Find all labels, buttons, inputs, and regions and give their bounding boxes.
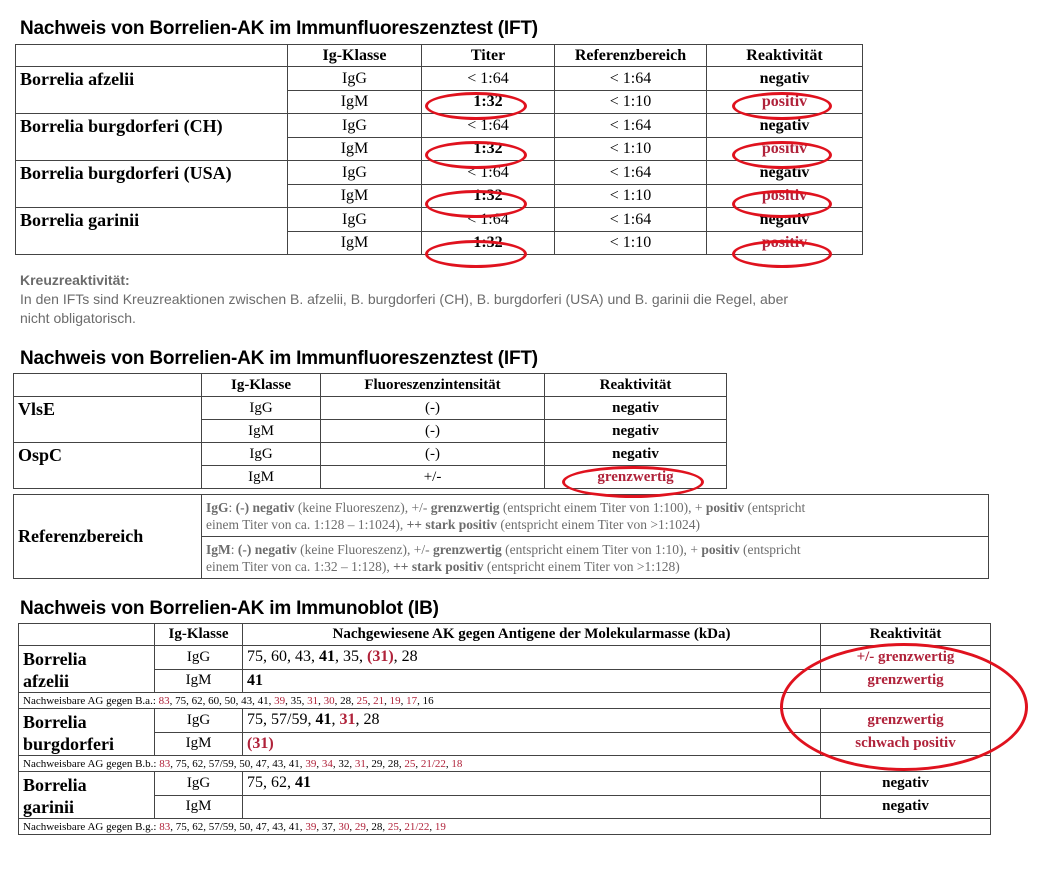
band-value: 75, 57/59, — [247, 711, 316, 729]
ref-label: Referenzbereich — [14, 495, 202, 579]
band-value: 19 — [434, 820, 446, 833]
band-value: , — [398, 820, 405, 833]
ag-label: Nachweisbare AG gegen B.b.: — [23, 757, 160, 770]
bands-cell — [243, 709, 821, 733]
ref-igm-text: IgM: (-) negativ (keine Fluoreszenz), +/- grenzwertig (entspricht einem Titer von 1:10), + positiv (entspricht einem Titer von ca. 1:32 – 1:128), ++ stark positiv (entspricht einem Titer von >1:128) — [202, 537, 989, 579]
reakt-cell: negativ — [707, 67, 863, 91]
band-value: 25 — [387, 820, 399, 833]
ift1-title: Nachweis von Borrelien-AK im Immunfluoreszenztest (IFT) — [20, 18, 538, 39]
ref-cell: < 1:10 — [555, 138, 707, 161]
reference-table — [13, 494, 989, 579]
ref-cell: < 1:64 — [555, 208, 707, 232]
ig-klasse-cell: IgM — [288, 232, 422, 255]
ig-klasse-cell: IgG — [288, 67, 422, 91]
band-value: , 28 — [355, 711, 380, 729]
ag-label: Nachweisbare AG gegen B.a.: — [23, 694, 159, 707]
ref-cell: < 1:64 — [555, 161, 707, 185]
band-value: , 28, — [365, 820, 388, 833]
ig-klasse-cell: IgG — [288, 161, 422, 185]
titer-cell: < 1:64 — [422, 67, 555, 91]
band-value: , — [318, 694, 324, 707]
header-reaktivitaet: Reaktivität — [821, 624, 991, 646]
band-value: 41 — [315, 711, 332, 729]
intensity-cell: +/- — [321, 466, 545, 489]
band-value: , 37, — [316, 820, 339, 833]
ag-note — [19, 756, 991, 772]
band-value: , 75, 62, 57/59, 50, 47, 43, 41, — [170, 757, 306, 770]
band-value: 25 — [356, 694, 368, 707]
ref-cell: < 1:10 — [555, 91, 707, 114]
header-ig-klasse: Ig-Klasse — [288, 45, 422, 67]
header-fluoreszenzintensitaet: Fluoreszenzintensität — [321, 374, 545, 397]
reakt-cell: positiv — [707, 91, 863, 114]
band-value: , 29, 28, — [365, 757, 405, 770]
band-value: , 28, — [334, 694, 357, 707]
header-reaktivitaet: Reaktivität — [707, 45, 863, 67]
band-value: , — [316, 757, 322, 770]
ig-klasse-cell: IgG — [202, 443, 321, 466]
band-value: (31) — [367, 648, 394, 666]
ig-klasse-cell: IgG — [155, 646, 243, 670]
titer-cell: < 1:64 — [422, 161, 555, 185]
intensity-cell: (-) — [321, 397, 545, 420]
ig-klasse-cell: IgM — [155, 732, 243, 756]
reakt-cell: negativ — [821, 795, 991, 819]
bands-cell — [243, 646, 821, 670]
ib-title: Nachweis von Borrelien-AK im Immunoblot (IB) — [20, 598, 439, 619]
band-value: 41 — [247, 671, 263, 689]
header-ig-klasse: Ig-Klasse — [202, 374, 321, 397]
header-referenzbereich: Referenzbereich — [555, 45, 707, 67]
ig-klasse-cell: IgM — [155, 795, 243, 819]
band-value: 83 — [159, 820, 171, 833]
ig-klasse-cell: IgG — [288, 208, 422, 232]
band-value: 31 — [354, 757, 366, 770]
band-value: 30 — [323, 694, 335, 707]
intensity-cell: (-) — [321, 443, 545, 466]
group-label: Borrelia burgdorferi — [19, 709, 155, 756]
header-ig-klasse: Ig-Klasse — [155, 624, 243, 646]
ig-klasse-cell: IgG — [155, 709, 243, 733]
band-value: 21/22 — [420, 757, 446, 770]
band-value: 25 — [404, 757, 416, 770]
band-value: 30 — [338, 820, 350, 833]
band-value: , — [445, 757, 452, 770]
band-value: , — [429, 820, 435, 833]
band-value: , 28 — [393, 648, 418, 666]
titer-cell: < 1:64 — [422, 208, 555, 232]
ib-table — [18, 623, 991, 835]
ig-klasse-cell: IgG — [155, 772, 243, 796]
bands-cell — [243, 732, 821, 756]
band-value: , — [400, 694, 407, 707]
band-value: , 75, 62, 57/59, 50, 47, 43, 41, — [170, 820, 306, 833]
note-line: nicht obligatorisch. — [20, 310, 136, 326]
ig-klasse-cell: IgG — [202, 397, 321, 420]
band-value: , — [331, 711, 340, 729]
band-value: 34 — [321, 757, 333, 770]
band-value: , 16 — [417, 694, 434, 707]
ref-igg-text: IgG: (-) negativ (keine Fluoreszenz), +/- grenzwertig (entspricht einem Titer von 1:100), + positiv (entspricht einem Titer von ca. 1:128 – 1:1024), ++ stark positiv (entspricht einem Titer von >1:1024) — [202, 495, 989, 537]
ig-klasse-cell: IgM — [202, 420, 321, 443]
band-value: 41 — [319, 648, 335, 666]
band-value: 39 — [305, 757, 317, 770]
reakt-cell: positiv — [707, 185, 863, 208]
ig-klasse-cell: IgM — [288, 185, 422, 208]
band-value: , — [367, 694, 374, 707]
header-antigene: Nachgewiesene AK gegen Antigene der Molekularmasse (kDa) — [243, 624, 821, 646]
note-line: In den IFTs sind Kreuzreaktionen zwischen B. afzelii, B. burgdorferi (CH), B. burgdorferi (USA) und B. garinii die Regel, aber — [20, 291, 789, 307]
header-empty — [16, 45, 288, 67]
band-value: 39 — [305, 820, 317, 833]
reakt-cell: negativ — [707, 161, 863, 185]
ref-cell: < 1:10 — [555, 232, 707, 255]
band-value: 31 — [339, 711, 356, 729]
bands-cell — [243, 669, 821, 693]
ift2-title: Nachweis von Borrelien-AK im Immunfluoreszenztest (IFT) — [20, 348, 538, 369]
ref-cell: < 1:64 — [555, 114, 707, 138]
reakt-cell: negativ — [545, 397, 727, 420]
reakt-cell: positiv — [707, 232, 863, 255]
reakt-cell: negativ — [545, 443, 727, 466]
ift2-table — [13, 373, 727, 489]
ref-cell: < 1:10 — [555, 185, 707, 208]
titer-cell: < 1:64 — [422, 114, 555, 138]
reakt-cell: schwach positiv — [821, 732, 991, 756]
ig-klasse-cell: IgM — [288, 91, 422, 114]
band-value: 31 — [307, 694, 319, 707]
ig-klasse-cell: IgM — [155, 669, 243, 693]
band-value: 29 — [354, 820, 366, 833]
reakt-cell: negativ — [707, 114, 863, 138]
reakt-cell: grenzwertig — [545, 466, 727, 489]
note-title: Kreuzreaktivität: — [20, 272, 130, 288]
group-label: Borrelia garinii — [19, 772, 155, 819]
reakt-cell: positiv — [707, 138, 863, 161]
ag-note — [19, 693, 991, 709]
group-label: Borrelia garinii — [16, 208, 288, 255]
reakt-cell: grenzwertig — [821, 709, 991, 733]
reakt-cell: negativ — [821, 772, 991, 796]
reakt-cell: +/- grenzwertig — [821, 646, 991, 670]
bands-cell — [243, 772, 821, 796]
band-value: 21/22 — [404, 820, 430, 833]
group-label: Borrelia afzelii — [19, 646, 155, 693]
band-value: 41 — [295, 774, 311, 792]
ref-cell: < 1:64 — [555, 67, 707, 91]
group-label: Borrelia burgdorferi (CH) — [16, 114, 288, 161]
band-value: , — [384, 694, 390, 707]
reakt-cell: negativ — [707, 208, 863, 232]
band-value: 17 — [406, 694, 418, 707]
bands-cell — [243, 795, 821, 819]
ift1-table — [15, 44, 863, 255]
header-empty — [19, 624, 155, 646]
band-value: 39 — [274, 694, 286, 707]
ig-klasse-cell: IgG — [288, 114, 422, 138]
header-reaktivitaet: Reaktivität — [545, 374, 727, 397]
reakt-cell: grenzwertig — [821, 669, 991, 693]
group-label: OspC — [14, 443, 202, 489]
group-label: VlsE — [14, 397, 202, 443]
intensity-cell: (-) — [321, 420, 545, 443]
ag-note — [19, 819, 991, 835]
band-value: 83 — [159, 757, 171, 770]
header-empty — [14, 374, 202, 397]
titer-cell: 1:32 — [422, 138, 555, 161]
band-value: , 35, — [285, 694, 308, 707]
titer-cell: 1:32 — [422, 91, 555, 114]
band-value: , — [415, 757, 421, 770]
group-label: Borrelia afzelii — [16, 67, 288, 114]
ag-label: Nachweisbare AG gegen B.g.: — [23, 820, 160, 833]
band-value: , 32, — [332, 757, 355, 770]
band-value: 19 — [389, 694, 401, 707]
band-value: 83 — [158, 694, 170, 707]
band-value: 75, 60, 43, — [247, 648, 319, 666]
band-value: 75, 62, — [247, 774, 295, 792]
band-value: (31) — [247, 734, 274, 752]
band-value: , — [349, 820, 355, 833]
titer-cell: 1:32 — [422, 232, 555, 255]
titer-cell: 1:32 — [422, 185, 555, 208]
ig-klasse-cell: IgM — [202, 466, 321, 489]
band-value: 21 — [373, 694, 385, 707]
band-value: 18 — [451, 757, 463, 770]
cross-reactivity-note — [20, 271, 788, 328]
reakt-cell: negativ — [545, 420, 727, 443]
header-titer: Titer — [422, 45, 555, 67]
ig-klasse-cell: IgM — [288, 138, 422, 161]
band-value: , 75, 62, 60, 50, 43, 41, — [169, 694, 275, 707]
band-value: , 35, — [335, 648, 367, 666]
group-label: Borrelia burgdorferi (USA) — [16, 161, 288, 208]
